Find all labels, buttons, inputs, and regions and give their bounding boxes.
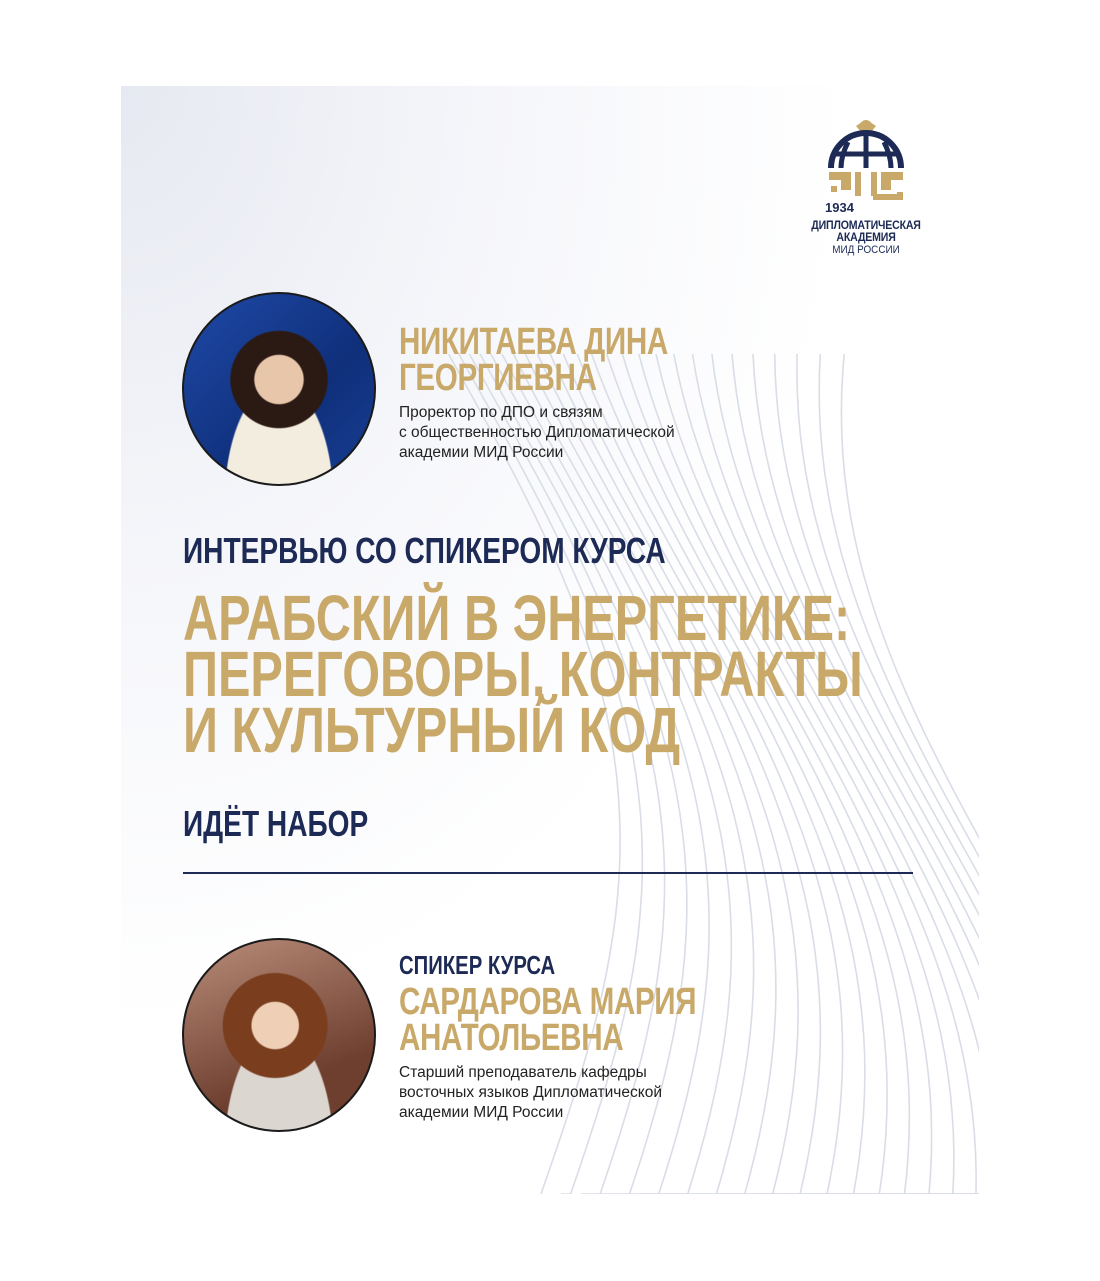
course-title-line3: И КУЛЬТУРНЫЙ КОД — [183, 694, 681, 766]
host-photo — [182, 292, 376, 486]
logo-ministry-name: МИД РОССИИ — [832, 244, 900, 256]
logo-academy-name: ДИПЛОМАТИЧЕСКАЯ АКАДЕМИЯ — [811, 220, 921, 244]
host-desc-line2: с общественностью Дипломатической — [399, 424, 675, 441]
academy-logo — [781, 116, 951, 256]
course-title — [183, 582, 863, 766]
speaker-label: СПИКЕР КУРСА — [399, 950, 556, 980]
host-name-line2: ГЕОРГИЕВНА — [399, 357, 597, 399]
course-title-line2: ПЕРЕГОВОРЫ, КОНТРАКТЫ — [183, 638, 863, 710]
speaker-photo — [182, 938, 376, 1132]
speaker-desc-line2: восточных языков Дипломатической — [399, 1084, 662, 1101]
speaker-name — [399, 981, 697, 1059]
host-name-line1: НИКИТАЕВА ДИНА — [399, 321, 668, 363]
host-desc-line3: академии МИД России — [399, 444, 564, 461]
speaker-desc-line3: академии МИД России — [399, 1104, 564, 1121]
host-desc-line1: Проректор по ДПО и связям — [399, 404, 603, 421]
wave-line — [819, 354, 979, 1194]
logo-year: 1934 — [825, 200, 854, 215]
course-title-line1: АРАБСКИЙ В ЭНЕРГЕТИКЕ: — [183, 582, 851, 654]
interview-heading: ИНТЕРВЬЮ СО СПИКЕРОМ КУРСА — [183, 530, 666, 571]
wave-line — [841, 354, 979, 1194]
poster-card — [121, 86, 979, 1194]
divider — [183, 872, 913, 874]
wave-line — [797, 354, 979, 1194]
recruiting-label: ИДЁТ НАБОР — [183, 803, 369, 844]
speaker-desc-line1: Старший преподаватель кафедры — [399, 1064, 647, 1081]
host-name — [399, 321, 668, 399]
speaker-description — [399, 1063, 662, 1123]
host-description — [399, 403, 675, 463]
speaker-name-line1: САРДАРОВА МАРИЯ — [399, 981, 697, 1023]
wave-line — [775, 354, 979, 1194]
speaker-name-line2: АНАТОЛЬЕВНА — [399, 1017, 624, 1059]
wave-line — [622, 354, 931, 1194]
wave-line — [732, 354, 979, 1194]
wave-line — [693, 354, 980, 1194]
